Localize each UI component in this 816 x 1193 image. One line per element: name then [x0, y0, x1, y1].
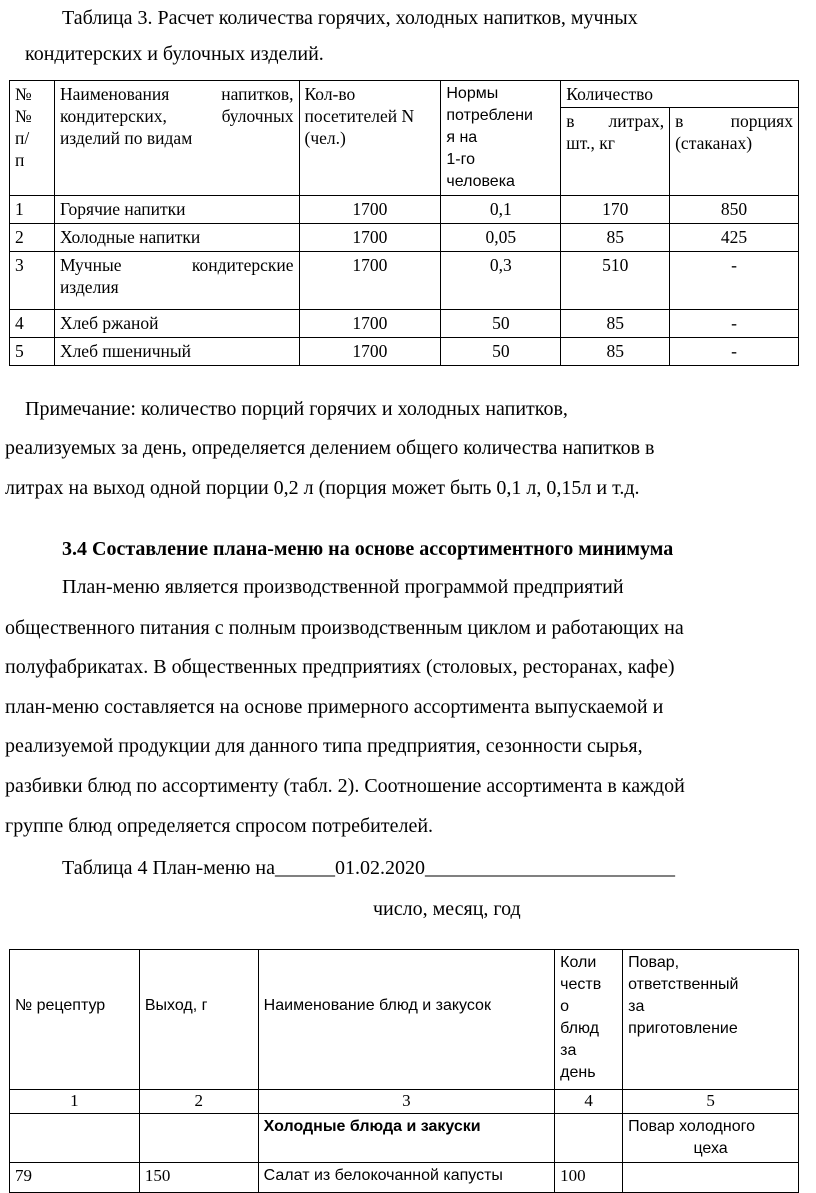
th-count-l4: блюд: [560, 1020, 599, 1037]
th-dish: Наименование блюд и закусок: [258, 950, 555, 1090]
th-cook: [623, 950, 799, 1090]
th-name-l3: изделий по видам: [59, 128, 193, 148]
num-col-2: 2: [139, 1090, 258, 1114]
th-count-l1: Коли: [560, 954, 597, 971]
row3-visitors: 1700: [299, 252, 441, 310]
th-num: [10, 81, 55, 196]
table-row: [10, 196, 799, 224]
row5-num: 5: [10, 338, 55, 366]
row1-visitors: 1700: [299, 196, 441, 224]
t4-row1-cook: [623, 1163, 799, 1193]
table-row: [10, 252, 799, 310]
row2-num: 2: [10, 224, 55, 252]
th-visitors-l3: (чел.): [304, 128, 346, 148]
row4-num: 4: [10, 310, 55, 338]
table3-caption-line2: кондитерских и булочных изделий.: [25, 43, 324, 65]
row3-name-l1: Мучные кондитерские: [59, 255, 294, 275]
num-col-1: 1: [10, 1090, 140, 1114]
row2-name: Холодные напитки: [54, 224, 299, 252]
row2-norm: 0,05: [441, 224, 561, 252]
th-norms: [441, 81, 561, 196]
row1-name: Горячие напитки: [54, 196, 299, 224]
section-heading: 3.4 Составление плана-меню на основе ассортиментного минимума: [62, 538, 674, 560]
th-num-l4: п: [15, 150, 25, 170]
th-num-l3: п/: [15, 128, 30, 148]
th-visitors-l2: посетителей N: [304, 106, 415, 126]
th-count-l6: день: [560, 1064, 596, 1081]
table-row: [10, 310, 799, 338]
table-row: [10, 224, 799, 252]
table-row: [10, 338, 799, 366]
section-recipe: [10, 1114, 140, 1163]
section-count: [555, 1114, 623, 1163]
paragraph-line5: реализуемой продукции для данного типа предприятия, сезонности сырья,: [5, 735, 643, 757]
table4-subcaption: число, месяц, год: [373, 898, 521, 920]
th-visitors-l1: Кол-во: [304, 84, 356, 104]
th-norms-l2: потреблени: [446, 107, 533, 124]
table3: [9, 80, 799, 366]
table-row: [10, 1163, 799, 1193]
th-cook-l3: за: [628, 998, 645, 1015]
th-norms-l5: человека: [446, 173, 515, 190]
paragraph-line4: план-меню составляется на основе примерного ассортимента выпускаемой и: [5, 696, 664, 718]
row5-name: Хлеб пшеничный: [54, 338, 299, 366]
th-portions-l2: (стаканах): [675, 133, 753, 154]
row3-portions: -: [670, 252, 799, 310]
paragraph-line3: полуфабрикатах. В общественных предприятиях (столовых, ресторанах, кафе): [5, 656, 675, 678]
th-quantity: Количество: [561, 81, 799, 108]
th-count: [555, 950, 623, 1090]
paragraph-line2: общественного питания с полным производственным циклом и работающих на: [5, 617, 684, 639]
th-cook-l2: ответственный: [628, 976, 739, 993]
section-cook: [623, 1114, 799, 1163]
row3-liters: 510: [561, 252, 670, 310]
note-line3: литрах на выход одной порции 0,2 л (порция может быть 0,1 л, 0,15л и т.д.: [5, 477, 640, 499]
row3-name: [54, 252, 299, 310]
th-visitors: [299, 81, 441, 196]
section-output: [139, 1114, 258, 1163]
row2-liters: 85: [561, 224, 670, 252]
th-portions-l1: в порциях: [675, 111, 793, 132]
table4-number-row: [10, 1090, 799, 1114]
th-liters: [561, 108, 670, 196]
th-num-l2: №: [15, 106, 32, 126]
table4-header-row: [10, 950, 799, 1090]
th-num-l1: №: [15, 84, 32, 104]
t4-row1-recipe: 79: [10, 1163, 140, 1193]
row4-name: Хлеб ржаной: [54, 310, 299, 338]
num-col-5: 5: [623, 1090, 799, 1114]
table3-caption-line1: Таблица 3. Расчет количества горячих, холодных напитков, мучных: [62, 7, 638, 29]
th-liters-l2: шт., кг: [566, 133, 615, 154]
row1-norm: 0,1: [441, 196, 561, 224]
th-norms-l1: Нормы: [446, 85, 499, 102]
section-dish: Холодные блюда и закуски: [258, 1114, 555, 1163]
th-cook-l1: Повар,: [628, 954, 680, 971]
table4-section-row: [10, 1114, 799, 1163]
row4-visitors: 1700: [299, 310, 441, 338]
th-output: Выход, г: [139, 950, 258, 1090]
th-liters-l1: в литрах,: [566, 111, 665, 132]
row4-portions: -: [670, 310, 799, 338]
paragraph-line7: группе блюд определяется спросом потребителей.: [5, 815, 434, 837]
row5-portions: -: [670, 338, 799, 366]
t4-row1-count: 100: [555, 1163, 623, 1193]
row2-portions: 425: [670, 224, 799, 252]
row1-portions: 850: [670, 196, 799, 224]
row3-num: 3: [10, 252, 55, 310]
paragraph-line6: разбивки блюд по ассортименту (табл. 2). Соотношение ассортимента в каждой: [5, 775, 685, 797]
row2-visitors: 1700: [299, 224, 441, 252]
row4-liters: 85: [561, 310, 670, 338]
th-count-l2: честв: [560, 976, 602, 993]
section-cook-l2: цеха: [693, 1140, 728, 1157]
th-name-l2: кондитерских, булочных: [59, 106, 294, 126]
th-count-l3: о: [560, 998, 570, 1015]
th-name-l1: Наименования напитков,: [59, 84, 294, 104]
note-line1: Примечание: количество порций горячих и холодных напитков,: [25, 398, 568, 420]
t4-row1-dish: Салат из белокочанной капусты: [258, 1163, 555, 1193]
row1-num: 1: [10, 196, 55, 224]
th-name: [54, 81, 299, 196]
table3-header-row-1: [10, 81, 799, 108]
num-col-4: 4: [555, 1090, 623, 1114]
section-cook-l1: Повар холодного: [628, 1118, 755, 1135]
row5-visitors: 1700: [299, 338, 441, 366]
row4-norm: 50: [441, 310, 561, 338]
t4-row1-output: 150: [139, 1163, 258, 1193]
row5-liters: 85: [561, 338, 670, 366]
row1-liters: 170: [561, 196, 670, 224]
note-line2: реализуемых за день, определяется делением общего количества напитков в: [5, 437, 655, 459]
row5-norm: 50: [441, 338, 561, 366]
table4: [9, 949, 799, 1193]
th-norms-l4: 1-го: [446, 151, 475, 168]
paragraph-line1: План-меню является производственной программой предприятий: [62, 576, 624, 598]
row3-norm: 0,3: [441, 252, 561, 310]
th-count-l5: за: [560, 1042, 577, 1059]
th-cook-l4: приготовление: [628, 1020, 738, 1037]
th-recipe: № рецептур: [10, 950, 140, 1090]
th-portions: [670, 108, 799, 196]
row3-name-l2: изделия: [59, 277, 119, 297]
num-col-3: 3: [258, 1090, 555, 1114]
table4-caption: Таблица 4 План-меню на______01.02.2020_________________________: [62, 857, 675, 879]
th-norms-l3: я на: [446, 129, 478, 146]
